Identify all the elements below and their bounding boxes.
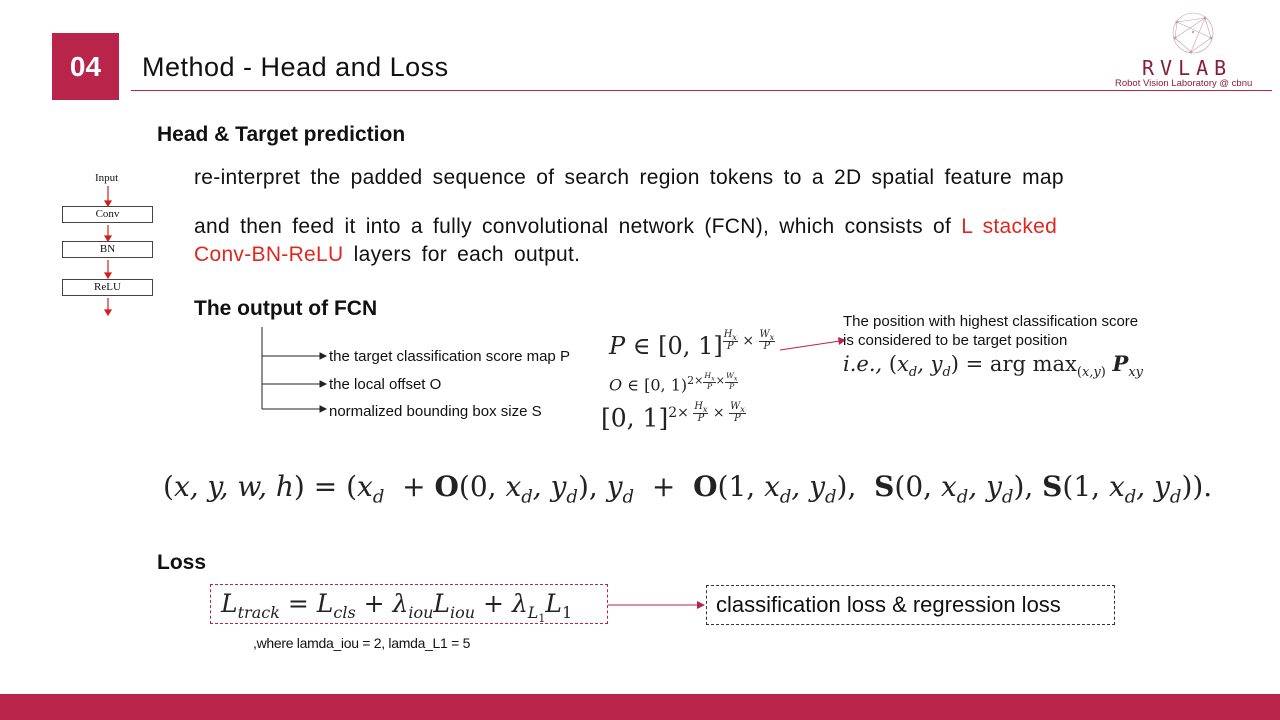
note-line-1: The position with highest classification score (843, 313, 1139, 330)
head-line-1: re-interpret the padded sequence of search region tokens to a 2D spatial feature map (194, 166, 1064, 189)
flowchart-box-bn: BN (62, 241, 153, 258)
page-title: Method - Head and Loss (142, 52, 449, 82)
head-line-2-text: and then feed it into a fully convolutional network (FCN), which consists of (194, 215, 952, 238)
loss-where-note: ,where lamda_iou = 2, lamda_L1 = 5 (253, 635, 471, 651)
flowchart-input-label: Input (95, 172, 119, 184)
fcn-heading: The output of FCN (194, 297, 378, 320)
fcn-output-tree (258, 325, 330, 415)
footer-bar (0, 694, 1280, 720)
loss-heading: Loss (157, 551, 207, 574)
section-number-badge: 04 (52, 33, 119, 100)
fcn-output-offset: the local offset O (329, 376, 442, 393)
note-line-2: is considered to be target position (843, 332, 1068, 349)
flowchart-box-conv: Conv (62, 206, 153, 223)
logo-subtitle: Robot Vision Laboratory @ cbnu (1115, 78, 1253, 89)
loss-description-box: classification loss & regression loss (706, 585, 1115, 625)
formula-loss: $L_{track} = L_{cls} + \lambda_{iou}L_{iou} + \lambda_{L_1}L_1$ (221, 589, 573, 626)
logo-wordmark: RVLAB (1142, 56, 1233, 80)
head-line-2 (194, 215, 1057, 239)
formula-bbox: (x, y, w, $h) = (x_d + O(0$, $x_d$, $y_d$), $y_d + O(1$, $x_d$, $y_d$), S(0, $x_d$, $y_d$), S(1, $x_d$, $y_d$)). (163, 470, 1213, 508)
note-arrow (778, 334, 850, 354)
formula-o: O ∈ [0, 1)$^{2\times \frac{H_x}{P} \times \frac{W_x}{P}}$ (609, 371, 738, 395)
formula-argmax: i.e., ($x_d$, $y_d$) = arg $\max_{(x,y)} P_{xy}$ (843, 351, 1144, 381)
fcn-output-size: normalized bounding box size S (329, 403, 542, 420)
network-logo-icon (1165, 8, 1221, 58)
loss-arrow (607, 598, 709, 612)
formula-p: P ∈ [0, 1] $^{\frac{H_x}{P} \times \frac{W_x}{P}}$ (609, 329, 775, 360)
flowchart-box-relu: ReLU (62, 279, 153, 296)
head-line-2-highlight: L stacked (961, 215, 1058, 238)
head-line-3 (194, 243, 580, 267)
formula-s: [0, 1]$^{2\times \frac{H_x}{P} \times \frac{W_x}{P}}$ (601, 401, 745, 433)
head-heading: Head & Target prediction (157, 123, 406, 146)
fcn-output-score-map: the target classification score map P (329, 348, 570, 365)
head-line-3-text: layers for each output. (353, 243, 581, 266)
title-divider (131, 90, 1272, 91)
head-line-3-highlight: Conv-BN-ReLU (194, 243, 344, 266)
